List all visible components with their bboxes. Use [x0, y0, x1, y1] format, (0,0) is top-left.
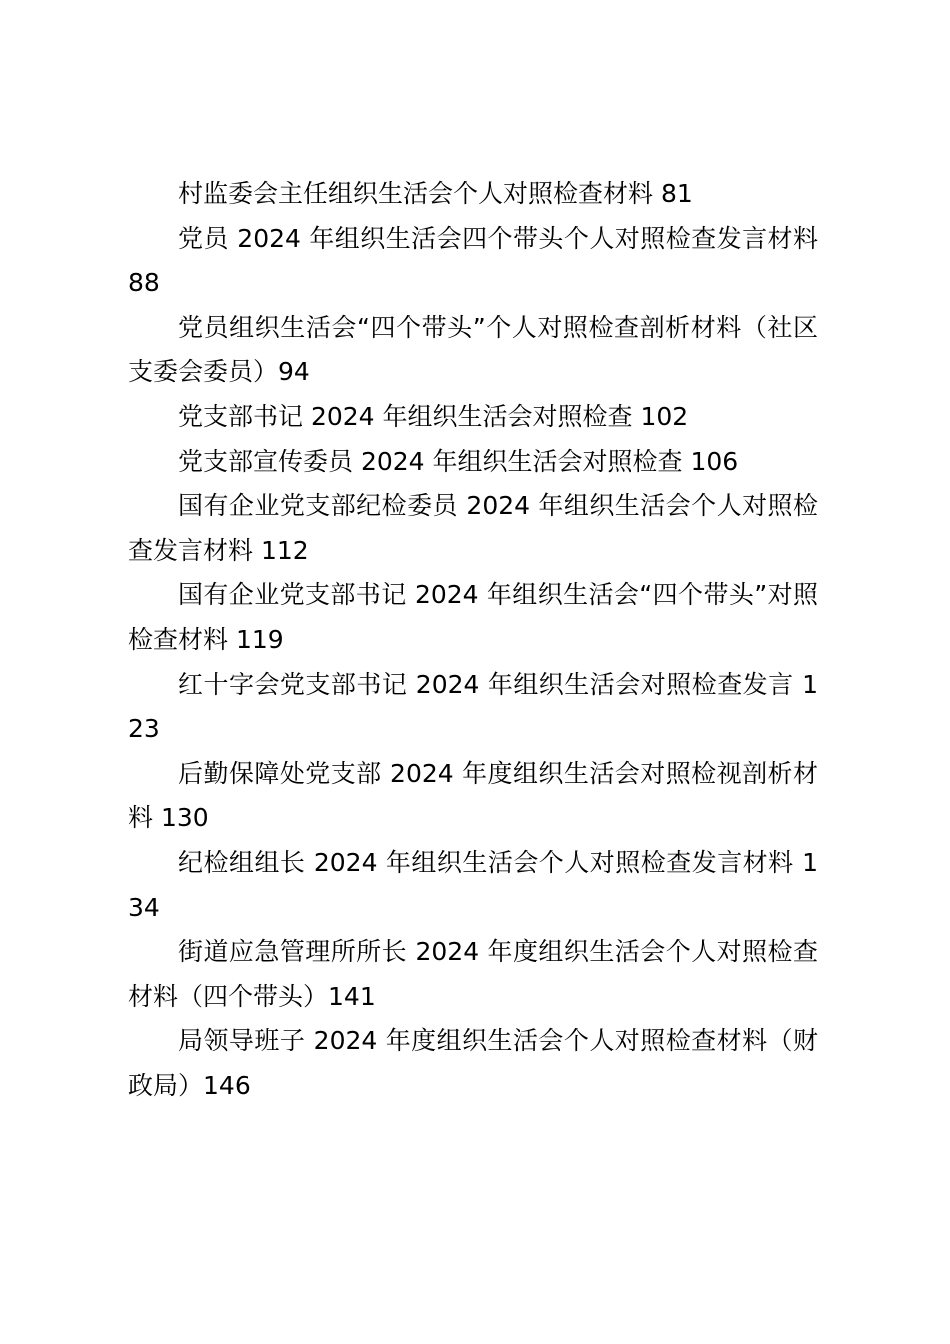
toc-entry-page: 88 — [128, 268, 160, 298]
toc-entry-title: 党员组织生活会“四个带头”个人对照检查剖析材料（社区支委会委员） — [128, 312, 818, 387]
toc-entry-page: 81 — [660, 179, 693, 208]
toc-entry[interactable] — [128, 841, 818, 930]
toc-entry-page: 119 — [235, 624, 284, 654]
toc-entry-title: 红十字会党支部书记 2024 年组织生活会对照检查发言 — [178, 669, 794, 699]
toc-entry[interactable] — [128, 440, 818, 485]
toc-entry[interactable] — [128, 217, 818, 306]
toc-entry-title: 局领导班子 2024 年度组织生活会个人对照检查材料（财政局） — [128, 1026, 818, 1100]
toc-entry-title: 党支部书记 2024 年组织生活会对照检查 — [178, 401, 633, 431]
toc-entry[interactable] — [128, 306, 818, 395]
toc-entry-page: 94 — [278, 357, 310, 387]
toc-entry-title: 国有企业党支部书记 2024 年组织生活会“四个带头”对照检查材料 — [128, 580, 818, 654]
toc-entry[interactable] — [128, 663, 818, 752]
toc-entry-title: 村监委会主任组织生活会个人对照检查材料 — [178, 179, 654, 208]
toc-entry-page: 134 — [128, 847, 818, 922]
toc-entry-page: 112 — [260, 535, 309, 565]
toc-entry-page: 123 — [128, 669, 818, 744]
toc-entry-title: 党员 2024 年组织生活会四个带头个人对照检查发言材料 — [178, 223, 818, 253]
toc-entry-page: 102 — [640, 401, 689, 431]
toc-entry-page: 146 — [203, 1070, 251, 1100]
toc-entry[interactable] — [128, 573, 818, 662]
toc-entry-page: 106 — [690, 446, 739, 476]
toc-entry-title: 后勤保障处党支部 2024 年度组织生活会对照检视剖析材料 — [128, 758, 818, 833]
toc-entry-page: 130 — [160, 803, 209, 833]
toc-entry[interactable] — [128, 484, 818, 573]
toc-entry[interactable] — [128, 1019, 818, 1108]
toc-entry[interactable] — [128, 752, 818, 841]
toc-entry[interactable] — [128, 930, 818, 1019]
toc-entry-title: 街道应急管理所所长 2024 年度组织生活会个人对照检查材料（四个带头） — [128, 937, 818, 1011]
toc-entry-title: 党支部宣传委员 2024 年组织生活会对照检查 — [178, 446, 683, 476]
toc-entry[interactable] — [128, 395, 818, 440]
toc-entry-title: 纪检组组长 2024 年组织生活会个人对照检查发言材料 — [178, 847, 794, 877]
toc-entry-title: 国有企业党支部纪检委员 2024 年组织生活会个人对照检查发言材料 — [128, 491, 818, 565]
toc-entry[interactable] — [128, 172, 818, 217]
table-of-contents — [128, 172, 818, 1108]
toc-entry-page: 141 — [328, 981, 376, 1011]
